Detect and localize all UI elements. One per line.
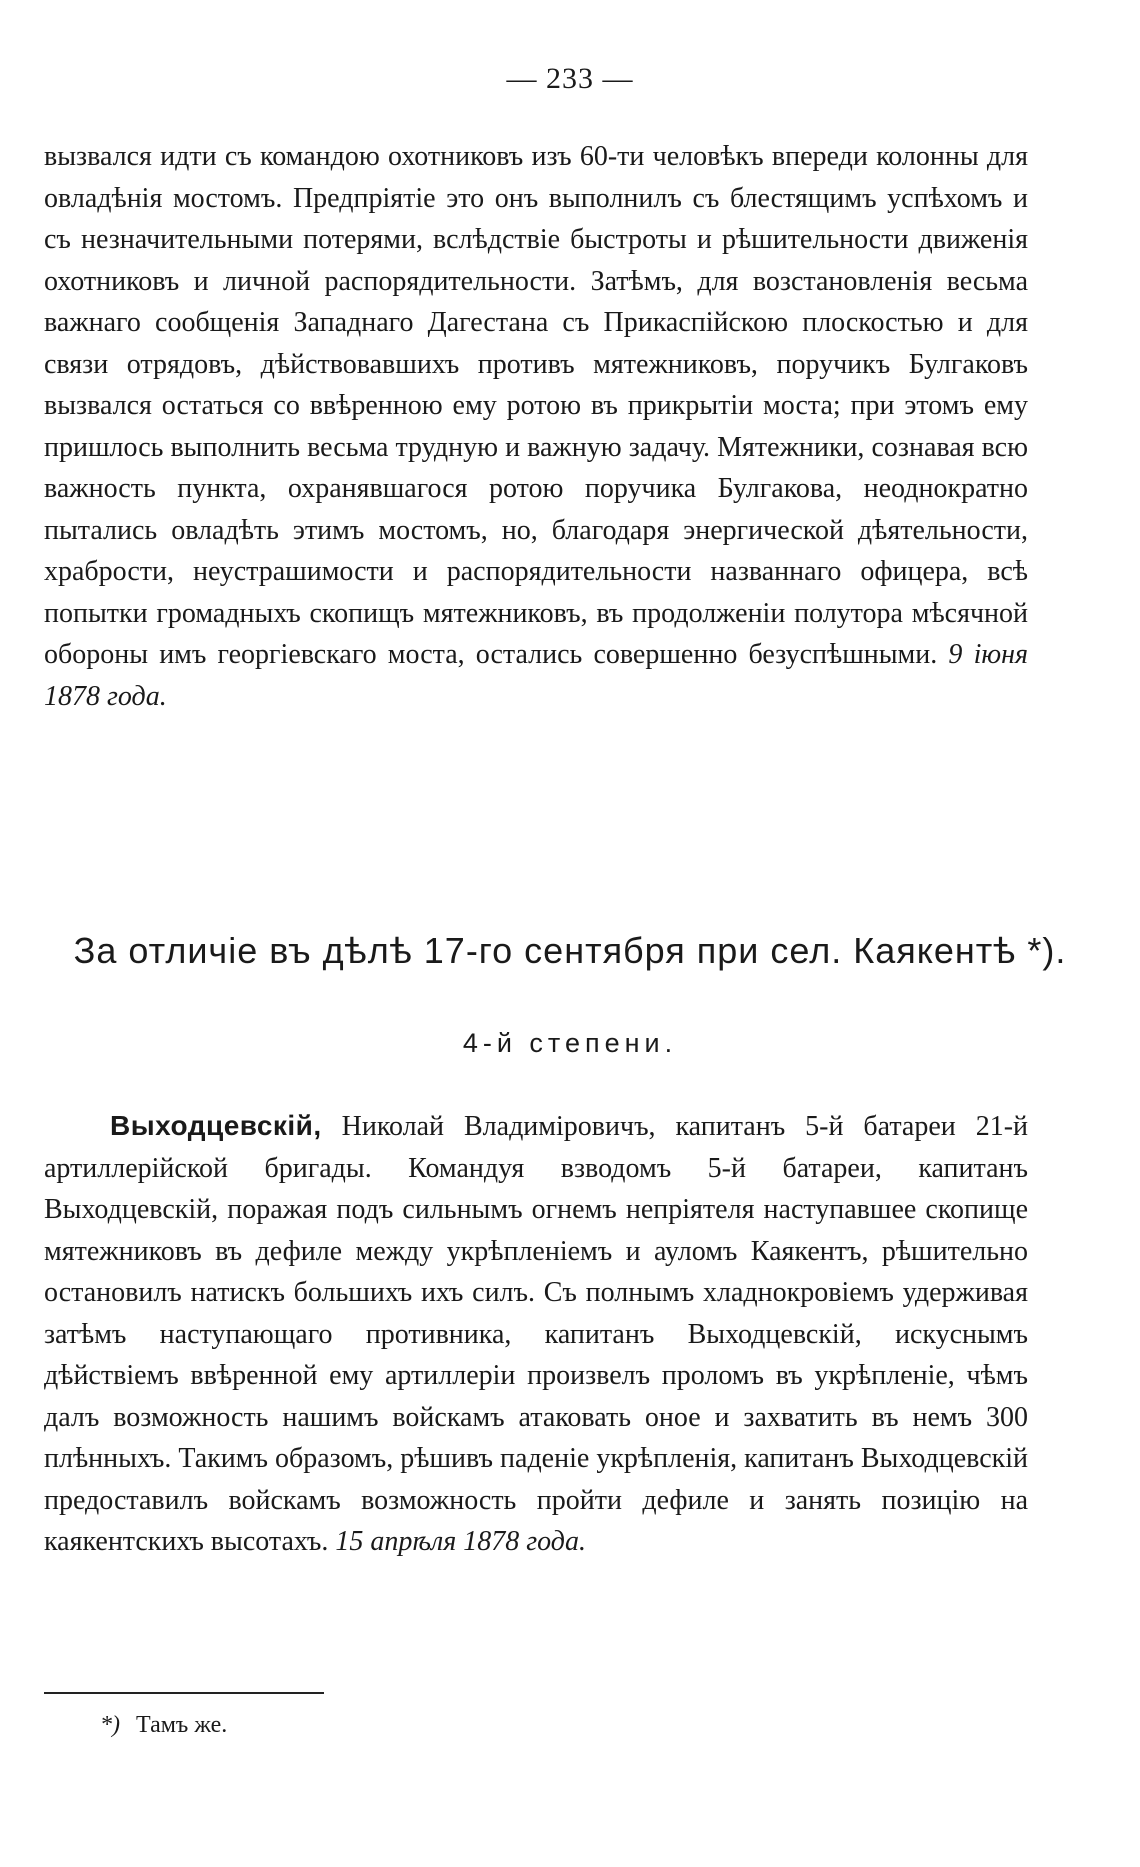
award-date: 9 іюня 1878 года. bbox=[44, 639, 1028, 712]
page-number: — 233 — bbox=[506, 62, 634, 95]
award-degree: 4-й степени. bbox=[462, 1028, 678, 1058]
award-date: 15 апрѣля 1878 года. bbox=[335, 1526, 586, 1557]
paragraph-vykhodtsevsky bbox=[44, 1105, 1028, 1563]
footnote-divider bbox=[44, 1692, 324, 1694]
paragraph-bulgakov bbox=[44, 136, 1028, 717]
footnote-marker: *) bbox=[100, 1712, 120, 1738]
paragraph-text: вызвался идти съ командою охотниковъ изъ 60-ти человѣкъ впереди колонны для овладѣнія мостомъ. Предпріятіе это онъ выполнилъ съ блестящимъ успѣхомъ и съ незначительными потерями, вслѣдствіе быстроты и рѣшительности движенія охотниковъ и личной распорядительности. Затѣмъ, для возстановленія весьма важнаго сообщенія Западнаго Дагестана съ Прикаспійскою плоскостью и для связи отрядовъ, дѣйствовавшихъ противъ мятежниковъ, поручикъ Булгаковъ вызвался остаться со ввѣренною ему ротою въ прикрытіи моста; при этомъ ему пришлось выполнить весьма трудную и важную задачу. Мятежники, сознавая всю важность пункта, охранявшагося ротою поручика Булгакова, неоднократно пытались овладѣть этимъ мостомъ, но, благодаря энергической дѣятельности, храбрости, неустрашимости и распорядительности названнаго офицера, всѣ попытки громадныхъ скопищъ мятежниковъ, въ продолженіи полутора мѣсячной обороны имъ георгіевскаго моста, остались совершенно безуспѣшными. bbox=[44, 141, 1028, 670]
footnote-text: Тамъ же. bbox=[136, 1712, 228, 1738]
section-title: За отличіе въ дѣлѣ 17-го сентября при сел. Каякентѣ *). bbox=[73, 930, 1067, 971]
paragraph-text: Николай Владиміровичъ, капитанъ 5-й батареи 21-й артиллерійской бригады. Командуя взводомъ 5-й батареи, капитанъ Выходцевскій, поражая подъ сильнымъ огнемъ непріятеля наступавшее скопище мятежниковъ въ дефиле между укрѣпленіемъ и ауломъ Каякентъ, рѣшительно остановилъ натискъ большихъ ихъ силъ. Съ полнымъ хладнокровіемъ удерживая затѣмъ наступающаго противника, капитанъ Выходцевскій, искуснымъ дѣйствіемъ ввѣренной ему артиллеріи произвелъ проломъ въ укрѣпленіе, чѣмъ далъ возможность нашимъ войскамъ атаковать оное и захватить въ немъ 300 плѣнныхъ. Такимъ образомъ, рѣшивъ паденіе укрѣпленія, капитанъ Выходцевскій предоставилъ войскамъ возможность пройти дефиле и занять позицію на каякентскихъ высотахъ. bbox=[44, 1111, 1028, 1557]
person-name: Выходцевскій, bbox=[110, 1110, 322, 1141]
footnote bbox=[100, 1712, 227, 1739]
